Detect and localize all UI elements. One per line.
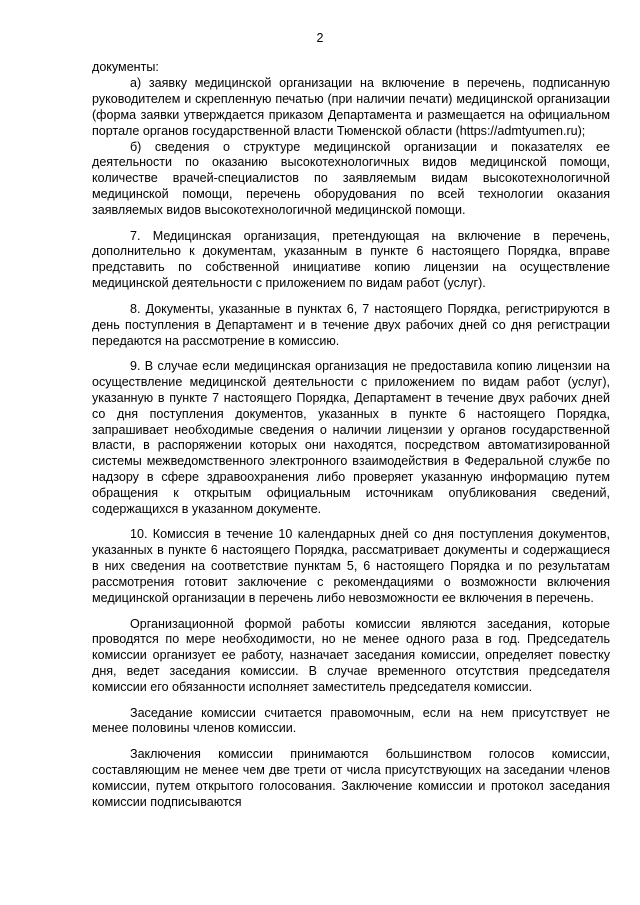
paragraph-clause-8: 8. Документы, указанные в пунктах 6, 7 настоящего Порядка, регистрируются в день поступления в Департамент и в течение двух рабочих дней со дня регистрации передаются на рассмотрение в комиссию. bbox=[92, 301, 610, 348]
document-body bbox=[92, 60, 610, 810]
paragraph-commission-meetings: Организационной формой работы комиссии являются заседания, которые проводятся по мере необходимости, но не менее одного раза в год. Председатель комиссии организует ее работу, назначает заседания комиссии, определяет повестку дня, ведет заседания комиссии. В случае временного отсутствия председателя комиссии его обязанности исполняет заместитель председателя комиссии. bbox=[92, 616, 610, 695]
paragraph-quorum: Заседание комиссии считается правомочным, если на нем присутствует не менее половины членов комиссии. bbox=[92, 705, 610, 736]
paragraph-conclusions: Заключения комиссии принимаются большинством голосов комиссии, составляющим не менее чем две трети от числа присутствующих на заседании членов комиссии, путем открытого голосования. Заключение комиссии и протокол заседания комиссии подписываются bbox=[92, 746, 610, 809]
paragraph-item-b: б) сведения о структуре медицинской организации и показателях ее деятельности по оказанию высокотехнологичных видов медицинской помощи, количестве врачей-специалистов по заявляемым видам высокотехнологичной медицинской помощи, перечень оборудования по всей технологии оказания заявляемых видов высокотехнологичной медицинской помощи. bbox=[92, 139, 610, 218]
paragraph-clause-10: 10. Комиссия в течение 10 календарных дней со дня поступления документов, указанных в пункте 6 настоящего Порядка, рассматривает документы и содержащиеся в них сведения на соответствие пунктам 5, 6 настоящего Порядка и по результатам рассмотрения готовит заключение с рекомендациями о возможности включения медицинской организации в перечень либо невозможности ее включения в перечень. bbox=[92, 527, 610, 606]
paragraph-clause-9: 9. В случае если медицинская организация не предоставила копию лицензии на осуществление медицинской деятельности с приложением по видам работ (услуг), указанную в пункте 7 настоящего Порядка, Департамент в течение двух рабочих дней со дня поступления документов, указанных в пункте 6 настоящего Порядка, запрашивает необходимые сведения о наличии лицензии у органов государственной власти, в распоряжении которых они находятся, посредством автоматизированной системы межведомственного электронного взаимодействия в Федеральной службе по надзору в сфере здравоохранения либо проверяет указанную информацию путем обращения к открытым официальным источникам опубликования сведений, содержащихся в указанном документе. bbox=[92, 358, 610, 517]
paragraph-documents-lead: документы: bbox=[92, 60, 159, 74]
page-number: 2 bbox=[316, 31, 324, 45]
paragraph-item-a: а) заявку медицинской организации на включение в перечень, подписанную руководителем и скрепленную печатью (при наличии печати) медицинской организации (форма заявки утверждается приказом Департамента и размещается на официальном портале органов государственной власти Тюменской области (https://admtyumen.ru); bbox=[92, 75, 610, 138]
paragraph-clause-7: 7. Медицинская организация, претендующая на включение в перечень, дополнительно к документам, указанным в пункте 6 настоящего Порядка, вправе представить по собственной инициативе копию лицензии на осуществление медицинской деятельности с приложением по видам работ (услуг). bbox=[92, 228, 610, 291]
